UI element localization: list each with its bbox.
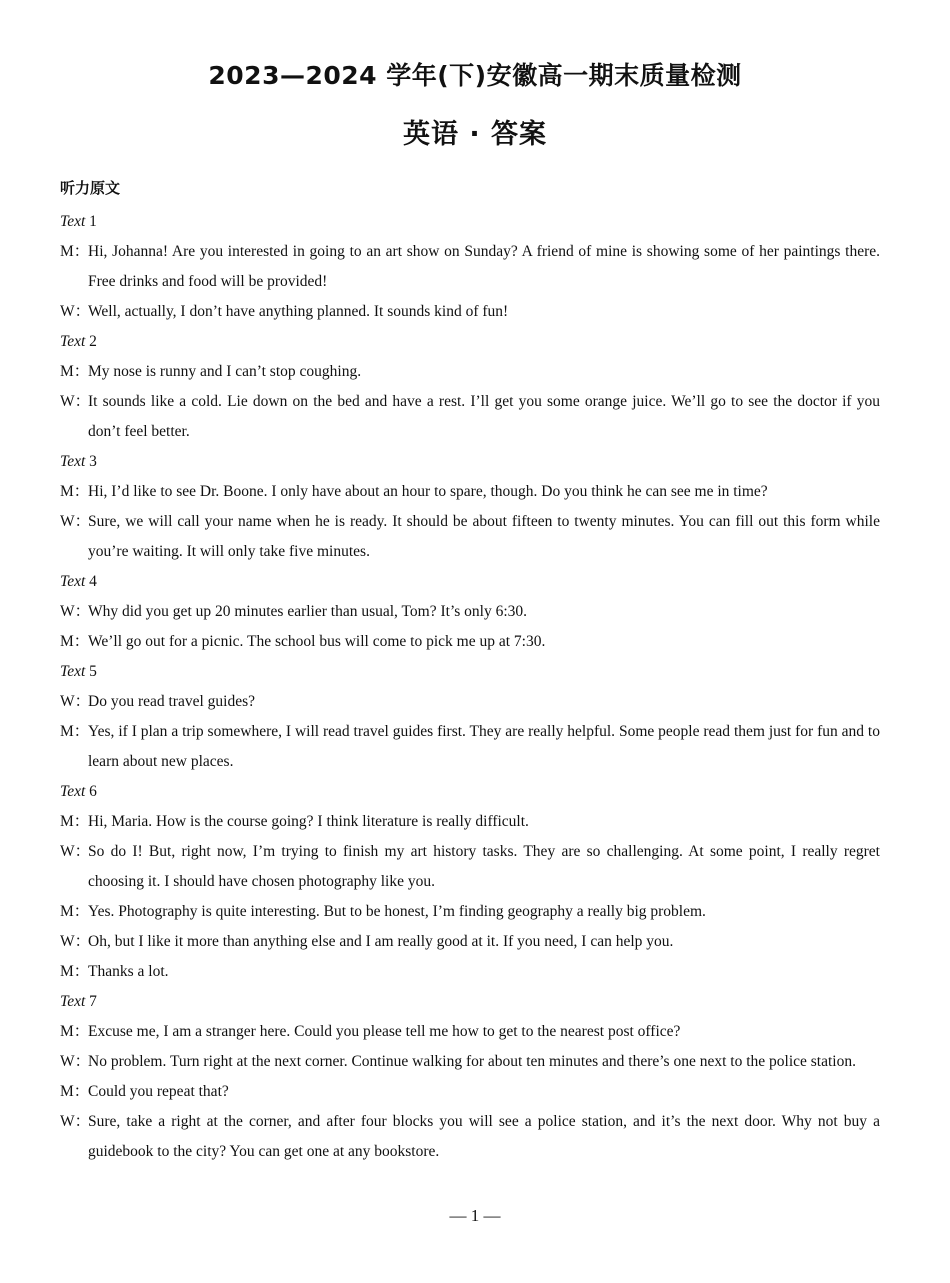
dialogue-line	[60, 897, 880, 927]
text-label	[60, 207, 880, 237]
text-label-word: Text	[60, 993, 86, 1010]
text-label	[60, 987, 880, 1017]
speaker-label: W：	[60, 603, 91, 620]
text-label-number: 5	[89, 663, 97, 680]
dialogue-line	[60, 1047, 880, 1077]
text-label-word: Text	[60, 783, 86, 800]
page-number: — 1 —	[449, 1206, 501, 1225]
text-label	[60, 447, 880, 477]
speaker-label: W：	[60, 1053, 91, 1070]
dialogue-line	[60, 297, 880, 327]
dialogue-line	[60, 957, 880, 987]
utterance-text: Thanks a lot.	[88, 963, 169, 980]
text-label	[60, 567, 880, 597]
utterance-text: Sure, we will call your name when he is ready. It should be about fifteen to twenty minutes. You can fill out this form while you’re waiting. It will only take five minutes.	[88, 513, 880, 560]
dialogue-line	[60, 477, 880, 507]
speaker-label: M：	[60, 1023, 90, 1040]
utterance-text: Hi, I’d like to see Dr. Boone. I only have about an hour to spare, though. Do you think he can see me in time?	[88, 483, 768, 500]
text-label-number: 7	[89, 993, 97, 1010]
speaker-label: M：	[60, 363, 90, 380]
speaker-label: M：	[60, 903, 90, 920]
page-title: 2023—2024 学年(下)安徽高一期末质量检测	[208, 61, 742, 90]
speaker-label: M：	[60, 723, 90, 740]
utterance-text: It sounds like a cold. Lie down on the bed and have a rest. I’ll get you some orange juice. We’ll go to see the doctor if you don’t feel better.	[88, 393, 880, 440]
text-block	[60, 327, 880, 447]
dialogue-line	[60, 387, 880, 447]
dialogue-line	[60, 1107, 880, 1167]
text-label-word: Text	[60, 333, 86, 350]
utterance-text: Yes. Photography is quite interesting. But to be honest, I’m finding geography a really big problem.	[88, 903, 706, 920]
text-label-number: 4	[89, 573, 97, 590]
text-label	[60, 777, 880, 807]
utterance-text: Could you repeat that?	[88, 1083, 229, 1100]
utterance-text: Yes, if I plan a trip somewhere, I will read travel guides first. They are really helpful. Some people read them just for fun and to learn about new places.	[88, 723, 880, 770]
speaker-label: M：	[60, 483, 90, 500]
text-block	[60, 447, 880, 567]
dialogue-line	[60, 927, 880, 957]
text-block	[60, 207, 880, 327]
text-block	[60, 777, 880, 987]
utterance-text: Hi, Johanna! Are you interested in going to an art show on Sunday? A friend of mine is showing some of her paintings there. Free drinks and food will be provided!	[88, 243, 880, 290]
utterance-text: Sure, take a right at the corner, and after four blocks you will see a police station, and it’s the next door. Why not buy a guidebook to the city? You can get one at any bookstore.	[88, 1113, 880, 1160]
utterance-text: Well, actually, I don’t have anything planned. It sounds kind of fun!	[88, 303, 509, 320]
utterance-text: My nose is runny and I can’t stop coughing.	[88, 363, 362, 380]
speaker-label: M：	[60, 813, 90, 830]
listening-transcript	[60, 177, 880, 1167]
dialogue-line	[60, 837, 880, 897]
text-block	[60, 657, 880, 777]
dialogue-line	[60, 627, 880, 657]
speaker-label: W：	[60, 513, 91, 530]
utterance-text: So do I! But, right now, I’m trying to finish my art history tasks. They are so challenging. At some point, I really regret choosing it. I should have chosen photography like you.	[88, 843, 880, 890]
text-block	[60, 567, 880, 657]
speaker-label: W：	[60, 1113, 91, 1130]
dialogue-line	[60, 1017, 880, 1047]
section-heading: 听力原文	[60, 179, 121, 197]
dialogue-line	[60, 357, 880, 387]
text-label-word: Text	[60, 573, 86, 590]
speaker-label: M：	[60, 1083, 90, 1100]
utterance-text: Oh, but I like it more than anything else and I am really good at it. If you need, I can help you.	[88, 933, 674, 950]
text-label-word: Text	[60, 663, 86, 680]
text-label-word: Text	[60, 453, 86, 470]
speaker-label: W：	[60, 303, 91, 320]
dialogue-line	[60, 237, 880, 297]
text-label-number: 3	[89, 453, 97, 470]
text-label-number: 1	[89, 213, 97, 230]
speaker-label: W：	[60, 933, 91, 950]
utterance-text: Why did you get up 20 minutes earlier than usual, Tom? It’s only 6:30.	[88, 603, 528, 620]
dialogue-line	[60, 597, 880, 627]
dialogue-line	[60, 1077, 880, 1107]
text-label	[60, 657, 880, 687]
page-subtitle: 英语 · 答案	[402, 119, 548, 150]
speaker-label: M：	[60, 963, 90, 980]
utterance-text: Excuse me, I am a stranger here. Could you please tell me how to get to the nearest post office?	[88, 1023, 681, 1040]
text-label	[60, 327, 880, 357]
speaker-label: W：	[60, 693, 91, 710]
speaker-label: W：	[60, 843, 91, 860]
dialogue-line	[60, 807, 880, 837]
text-label-number: 6	[89, 783, 97, 800]
speaker-label: M：	[60, 243, 90, 260]
speaker-label: M：	[60, 633, 90, 650]
texts-container	[60, 207, 880, 1167]
utterance-text: No problem. Turn right at the next corner. Continue walking for about ten minutes and there’s one next to the police station.	[88, 1053, 856, 1070]
utterance-text: Do you read travel guides?	[88, 693, 255, 710]
text-label-number: 2	[89, 333, 97, 350]
speaker-label: W：	[60, 393, 91, 410]
dialogue-line	[60, 687, 880, 717]
utterance-text: Hi, Maria. How is the course going? I think literature is really difficult.	[88, 813, 529, 830]
dialogue-line	[60, 717, 880, 777]
text-label-word: Text	[60, 213, 86, 230]
dialogue-line	[60, 507, 880, 567]
utterance-text: We’ll go out for a picnic. The school bus will come to pick me up at 7:30.	[88, 633, 546, 650]
text-block	[60, 987, 880, 1167]
